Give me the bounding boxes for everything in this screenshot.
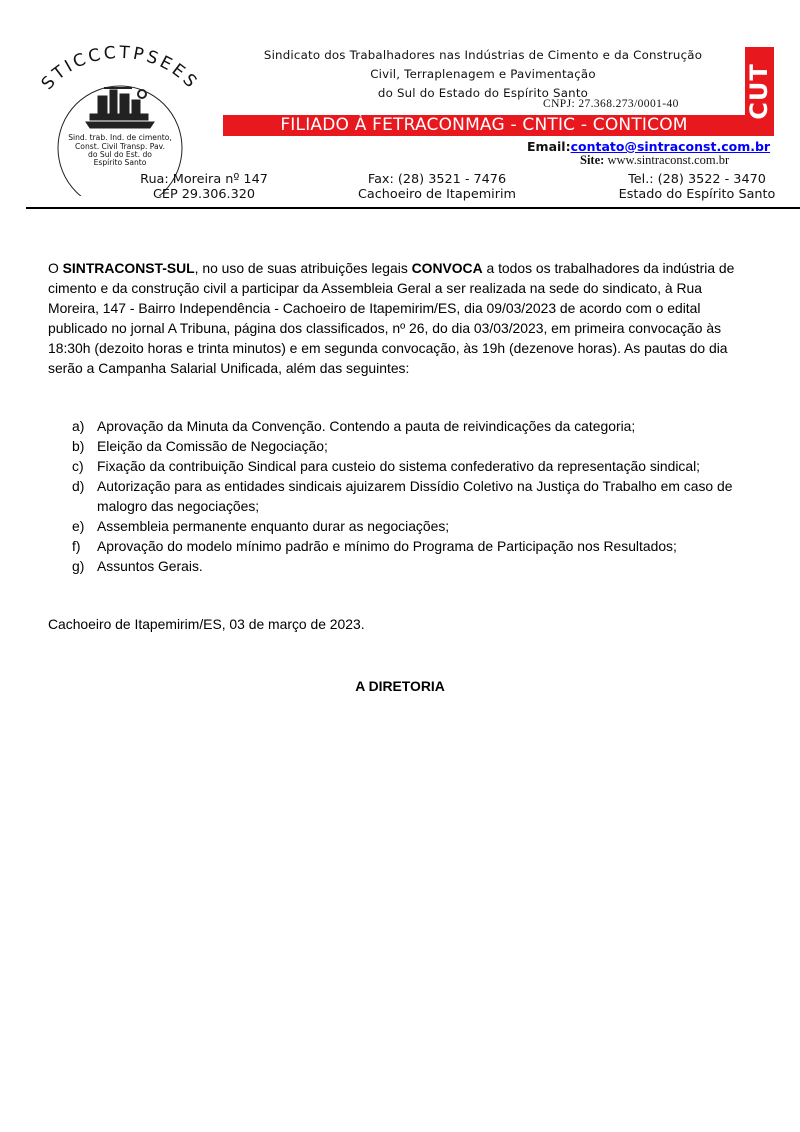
address-fax-line: Fax: (28) 3521 - 7476: [367, 172, 507, 187]
agenda-item-letter: b): [72, 438, 85, 454]
agenda-item: [72, 516, 752, 536]
email-link[interactable]: contato@sintraconst.com.br: [570, 139, 771, 154]
email-label: Email:: [527, 139, 571, 154]
date-line: Cachoeiro de Itapemirim/ES, 03 de março de 2023.: [48, 616, 365, 632]
intro-prefix: O: [48, 260, 63, 276]
address-phone: [594, 172, 800, 202]
logo-arc-text: STICCCTPSEES: [37, 44, 203, 94]
cut-logo-text: CUT: [745, 63, 773, 120]
union-name-line-1: Sindicato dos Trabalhadores nas Indústrias de Cimento e da Construção: [263, 48, 703, 62]
cnpj: CNPJ: 27.368.273/0001-40: [543, 98, 679, 110]
logo-inner-line-1: Sind. trab. Ind. de cimento,: [68, 133, 172, 142]
union-name-line-2: Civil, Terraplenagem e Pavimentação: [370, 67, 596, 81]
agenda-item: [72, 476, 752, 516]
site-url: www.sintraconst.com.br: [607, 153, 730, 167]
logo-inner-line-3: do Sul do Est. do: [88, 150, 152, 159]
cut-badge: [745, 47, 774, 136]
agenda-item: [72, 416, 752, 436]
org-name: SINTRACONST-SUL: [62, 260, 195, 276]
signature: A DIRETORIA: [355, 678, 445, 694]
agenda-item-letter: c): [72, 458, 84, 474]
agenda-item-text: Assuntos Gerais.: [97, 558, 203, 574]
agenda-item-text: Eleição da Comissão de Negociação;: [97, 438, 328, 454]
union-name-line-3: do Sul do Estado do Espírito Santo: [377, 86, 589, 100]
header-divider: [26, 207, 800, 209]
agenda-item-text: Aprovação da Minuta da Convenção. Contendo a pauta de reivindicações da categoria;: [97, 418, 636, 434]
intro-mid: , no uso de suas atribuições legais: [194, 260, 412, 276]
agenda-item-text: Aprovação do modelo mínimo padrão e mínimo do Programa de Participação nos Resultados;: [97, 538, 677, 554]
address-fax: [342, 172, 532, 202]
notice-body: [48, 258, 753, 574]
intro-paragraph: [48, 258, 753, 378]
union-name: [238, 46, 728, 103]
agenda-item-text: Fixação da contribuição Sindical para custeio do sistema confederativo da representação sindical;: [97, 458, 701, 474]
agenda-item-text: Autorização para as entidades sindicais ajuizarem Dissídio Coletivo na Justiça do Trabalho em caso de malogro das negociações;: [97, 478, 733, 514]
address-city-line: Cachoeiro de Itapemirim: [357, 187, 517, 202]
agenda-item-letter: g): [72, 558, 85, 574]
address-state-line: Estado do Espírito Santo: [618, 187, 776, 202]
address-street-line: Rua: Moreira nº 147: [140, 172, 268, 187]
agenda-item-letter: a): [72, 418, 85, 434]
site-label: Site:: [580, 153, 605, 167]
convoca-word: CONVOCA: [411, 260, 483, 276]
agenda-item-letter: f): [72, 538, 81, 554]
agenda-list: [72, 416, 752, 576]
agenda-item-letter: d): [72, 478, 85, 494]
agenda-item: [72, 456, 752, 476]
agenda-item-letter: e): [72, 518, 85, 534]
affiliation-banner: FILIADO À FETRACONMAG - CNTIC - CONTICOM: [223, 115, 745, 136]
address-cep-line: CEP 29.306.320: [152, 187, 256, 202]
address-phone-line: Tel.: (28) 3522 - 3470: [628, 172, 766, 187]
logo-inner-line-2: Const. Civil Transp. Pav.: [75, 142, 165, 151]
factory-icon: [86, 88, 154, 128]
address-street: [128, 172, 280, 202]
intro-rest: a todos os trabalhadores da indústria de cimento e da construção civil a participar da Assembleia Geral a ser realizada na sede do sindicato, à Rua Moreira, 147 - Bairro Independência - Cachoeiro de Itapemirim/ES, dia 09/03/2023 de acordo com o edital publicado no jornal A Tribuna, página dos classificados, nº 26, do dia 03/03/2023, em primeira convocação às 18:30h (dezoito horas e trinta minutos) e em segunda convocação, às 19h (dezenove horas). As pautas do dia serão a Campanha Salarial Unificada, além das seguintes:: [48, 260, 735, 376]
agenda-item-text: Assembleia permanente enquanto durar as negociações;: [97, 518, 450, 534]
site-line: [580, 153, 800, 168]
agenda-item: [72, 436, 752, 456]
logo-inner-line-4: Espírito Santo: [93, 158, 147, 167]
agenda-item: [72, 556, 752, 576]
email-line: [527, 139, 800, 154]
agenda-item: [72, 536, 752, 556]
